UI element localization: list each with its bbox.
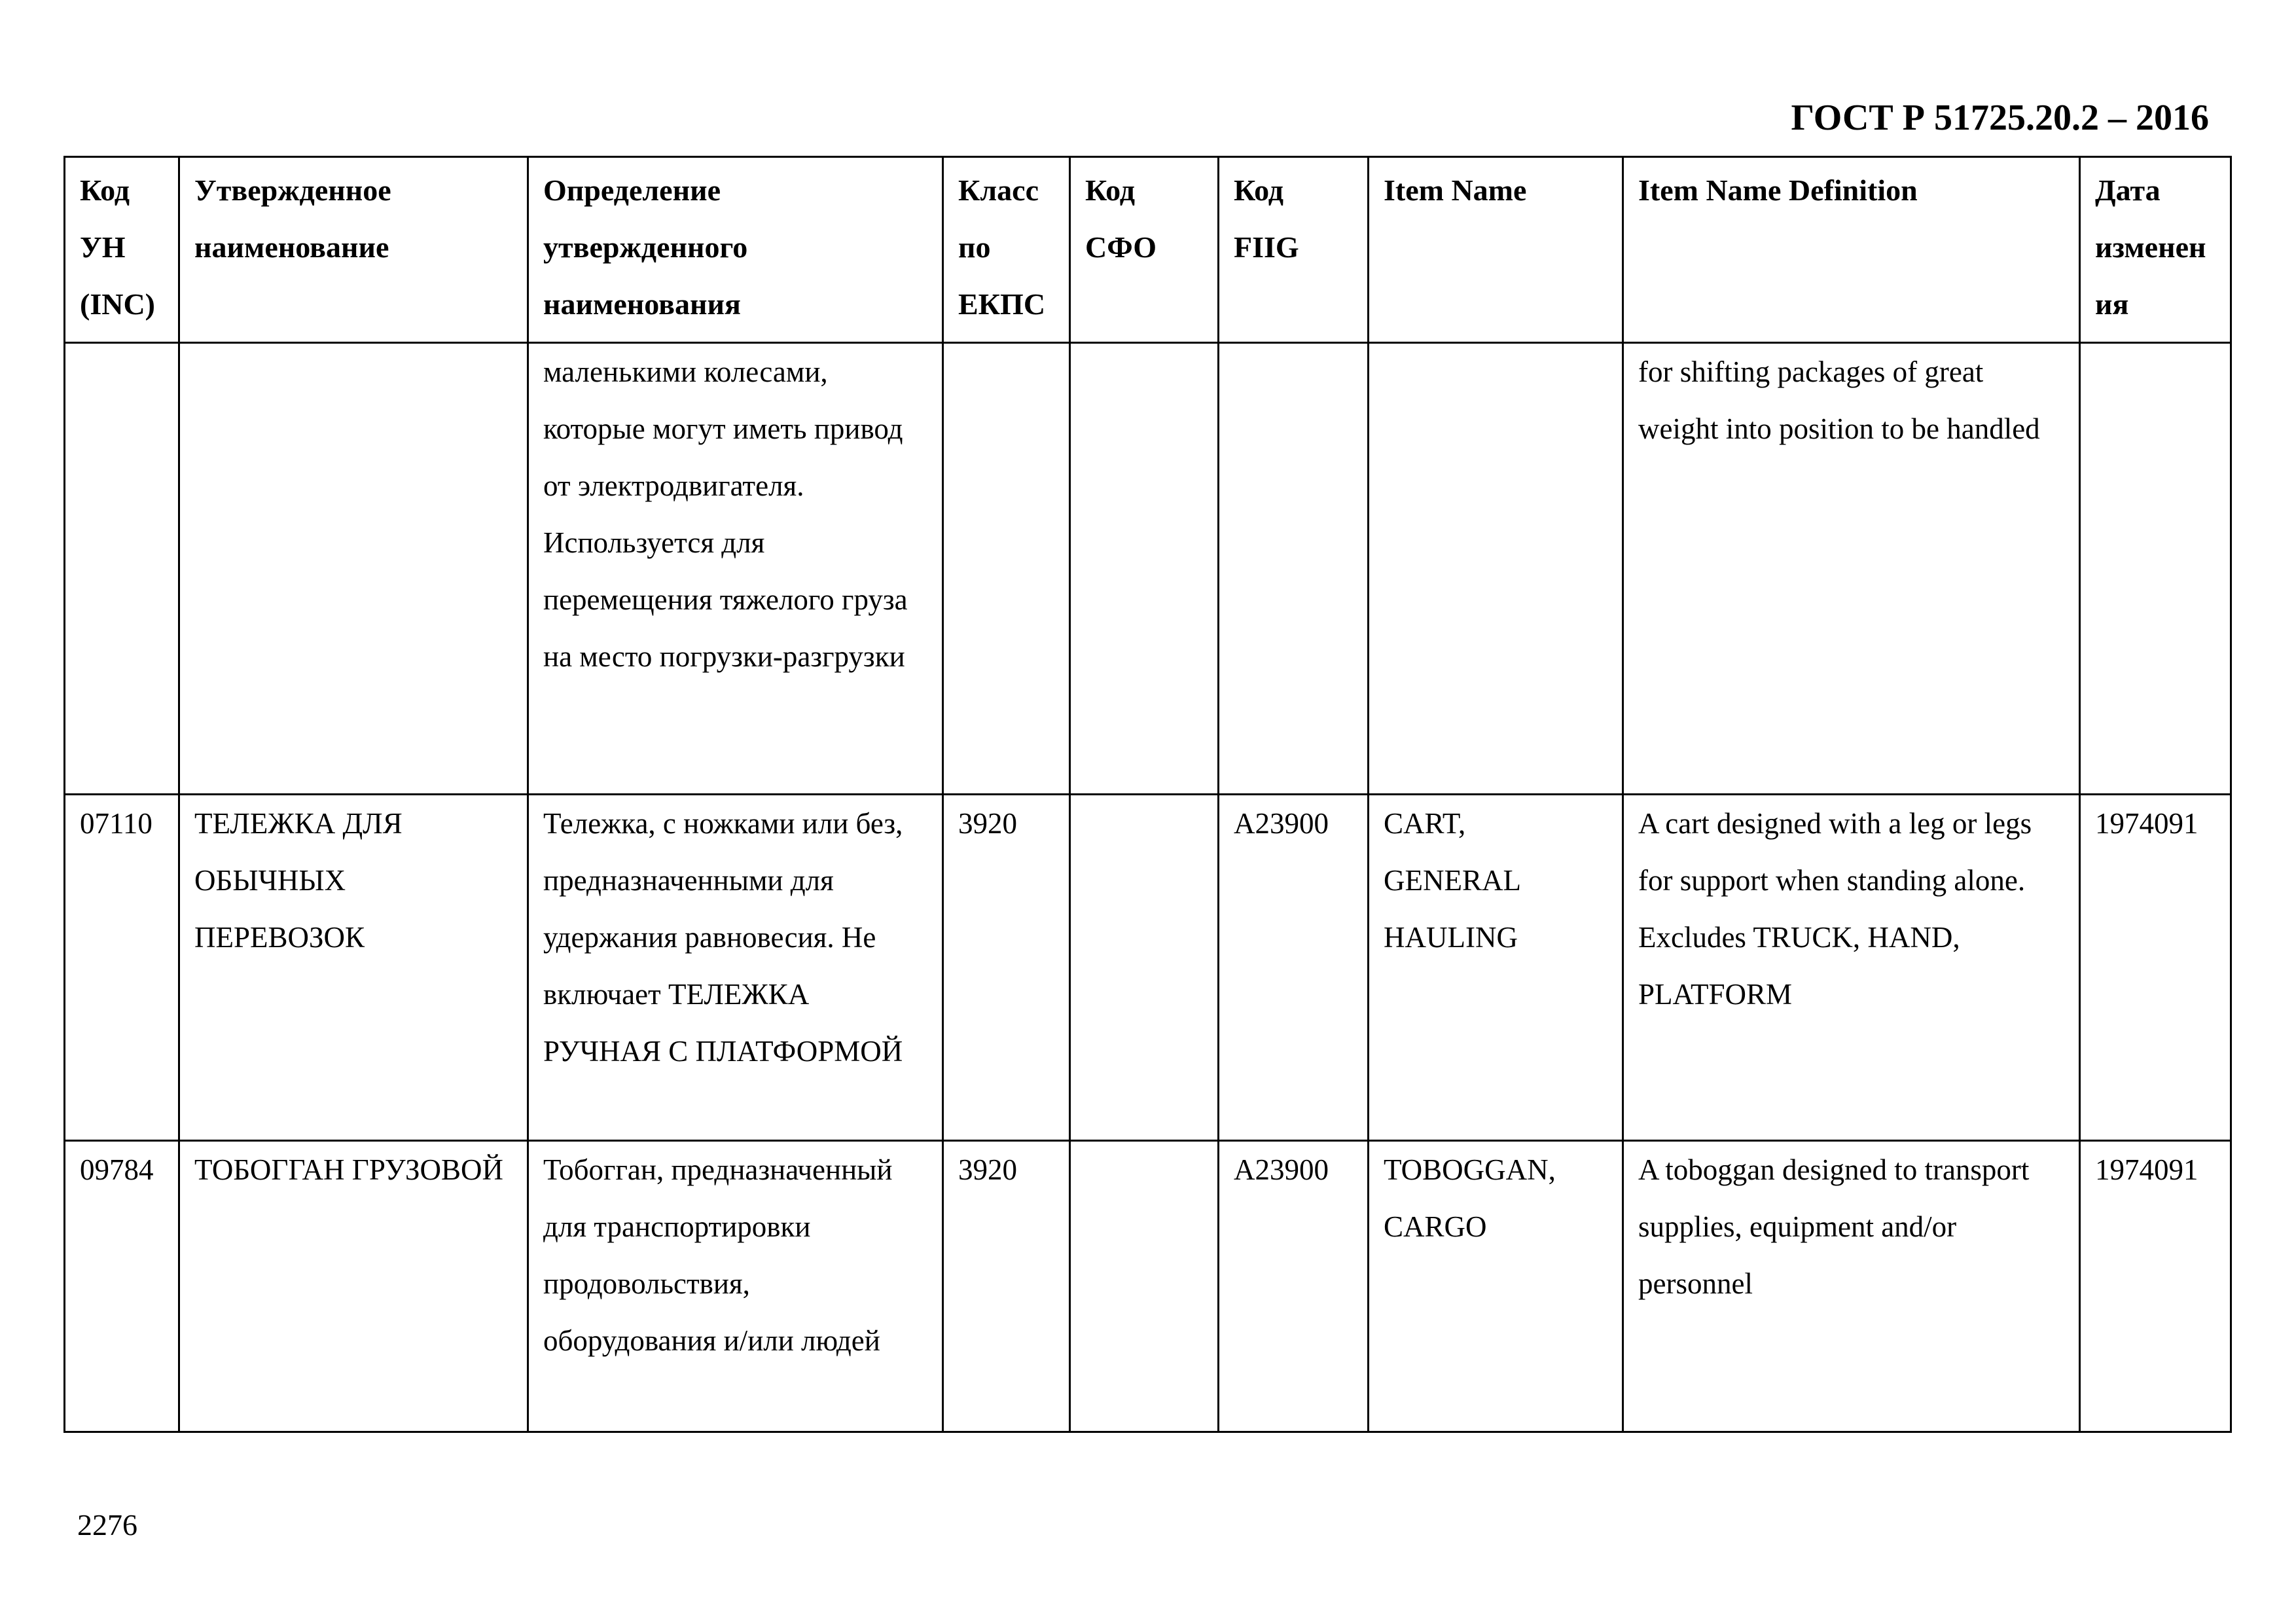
table-row [65, 795, 2231, 1141]
table-row [65, 1141, 2231, 1432]
cell-sfo [1070, 1141, 1219, 1432]
cell-item-name: CART, GENERAL HAULING [1369, 795, 1623, 1141]
table-row-continuation [65, 343, 2231, 795]
cell-item-definition: for shifting packages of great weight into position to be handled [1623, 343, 2080, 795]
document-code: ГОСТ Р 51725.20.2 – 2016 [1791, 98, 2209, 138]
page-number: 2276 [77, 1508, 137, 1542]
cell-name: ТЕЛЕЖКА ДЛЯ ОБЫЧНЫХ ПЕРЕВОЗОК [179, 795, 528, 1141]
cell-definition: Тележка, с ножками или без, предназначенными для удержания равновесия. Не включает ТЕЛЕЖКА РУЧНАЯ С ПЛАТФОРМОЙ [528, 795, 943, 1141]
col-header-inc: Код УН (INC) [65, 157, 179, 343]
col-header-definition: Определение утвержденного наименования [528, 157, 943, 343]
cell-inc [65, 343, 179, 795]
cell-fiig: A23900 [1219, 795, 1369, 1141]
col-header-approved-name: Утвержденное наименование [179, 157, 528, 343]
col-header-class: Класс по ЕКПС [943, 157, 1070, 343]
cell-definition: Тобогган, предназначенный для транспортировки продовольствия, оборудования и/или людей [528, 1141, 943, 1432]
cell-sfo [1070, 795, 1219, 1141]
cell-definition: маленькими колесами, которые могут иметь привод от электродвигателя. Используется для перемещения тяжелого груза на место погрузки-разгрузки [528, 343, 943, 795]
cell-class [943, 343, 1070, 795]
cell-item-definition: A toboggan designed to transport supplies, equipment and/or personnel [1623, 1141, 2080, 1432]
cell-fiig: A23900 [1219, 1141, 1369, 1432]
col-header-fiig: Код FIIG [1219, 157, 1369, 343]
cell-inc: 07110 [65, 795, 179, 1141]
cell-date [2080, 343, 2231, 795]
cell-name [179, 343, 528, 795]
table-header-row [65, 157, 2231, 343]
col-header-item-name: Item Name [1369, 157, 1623, 343]
cell-name: ТОБОГГАН ГРУЗОВОЙ [179, 1141, 528, 1432]
cell-fiig [1219, 343, 1369, 795]
col-header-item-definition: Item Name Definition [1623, 157, 2080, 343]
col-header-sfo: Код СФО [1070, 157, 1219, 343]
cell-sfo [1070, 343, 1219, 795]
cell-date: 1974091 [2080, 1141, 2231, 1432]
cell-item-name: TOBOGGAN, CARGO [1369, 1141, 1623, 1432]
cell-class: 3920 [943, 1141, 1070, 1432]
cell-inc: 09784 [65, 1141, 179, 1432]
items-table [63, 156, 2232, 1433]
col-header-date: Дата изменен ия [2080, 157, 2231, 343]
cell-item-name [1369, 343, 1623, 795]
cell-class: 3920 [943, 795, 1070, 1141]
cell-date: 1974091 [2080, 795, 2231, 1141]
cell-item-definition: A cart designed with a leg or legs for support when standing alone. Excludes TRUCK, HAND, PLATFORM [1623, 795, 2080, 1141]
